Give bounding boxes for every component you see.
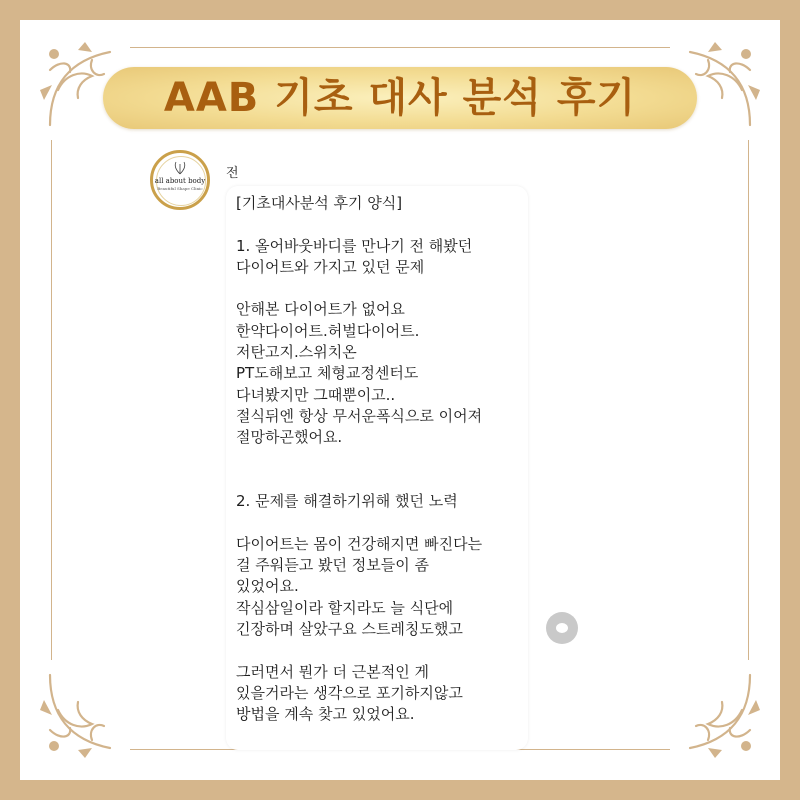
left-divider	[51, 140, 52, 660]
sender-name: 전	[226, 166, 239, 181]
avatar[interactable]	[150, 150, 210, 210]
right-divider	[748, 140, 749, 660]
flourish-icon	[650, 650, 770, 770]
share-button[interactable]	[546, 612, 578, 644]
message-text: [기초대사분석 후기 양식] 1. 올어바웃바디를 만나기 전 해봤던 다이어트와 가지고 있던 문제 안해본 다이어트가 없어요 한약다이어트.허벌다이어트. 저탄고지.스위치온 PT도해보고 체형교정센터도 다녀봤지만 그때뿐이고.. 절식뒤엔 항상 무서운폭식으로 이어져 절망하곤했어요. 2. 문제를 해결하기위해 했던 노력 다이어트는 몸이 건강해지면 빠진다는 걸 주워듣고 봤던 정보들이 좀 있었어요. 작심삼일이라 할지라도 늘 식단에 긴장하며 살았구요 스트레칭도했고 그러면서 뭔가 더 근본적인 게 있을거라는 생각으로 포기하지않고 방법을 계속 찾고 있었어요.	[236, 194, 483, 724]
flourish-icon	[30, 650, 150, 770]
page-title: AAB 기초 대사 분석 후기	[163, 75, 637, 121]
share-icon	[556, 623, 568, 633]
top-divider	[130, 47, 670, 48]
leaf-icon	[170, 161, 190, 175]
avatar-logo-sub: Beautiful Shape Clinic	[157, 186, 203, 191]
avatar-logo-text: all about body	[154, 177, 206, 185]
